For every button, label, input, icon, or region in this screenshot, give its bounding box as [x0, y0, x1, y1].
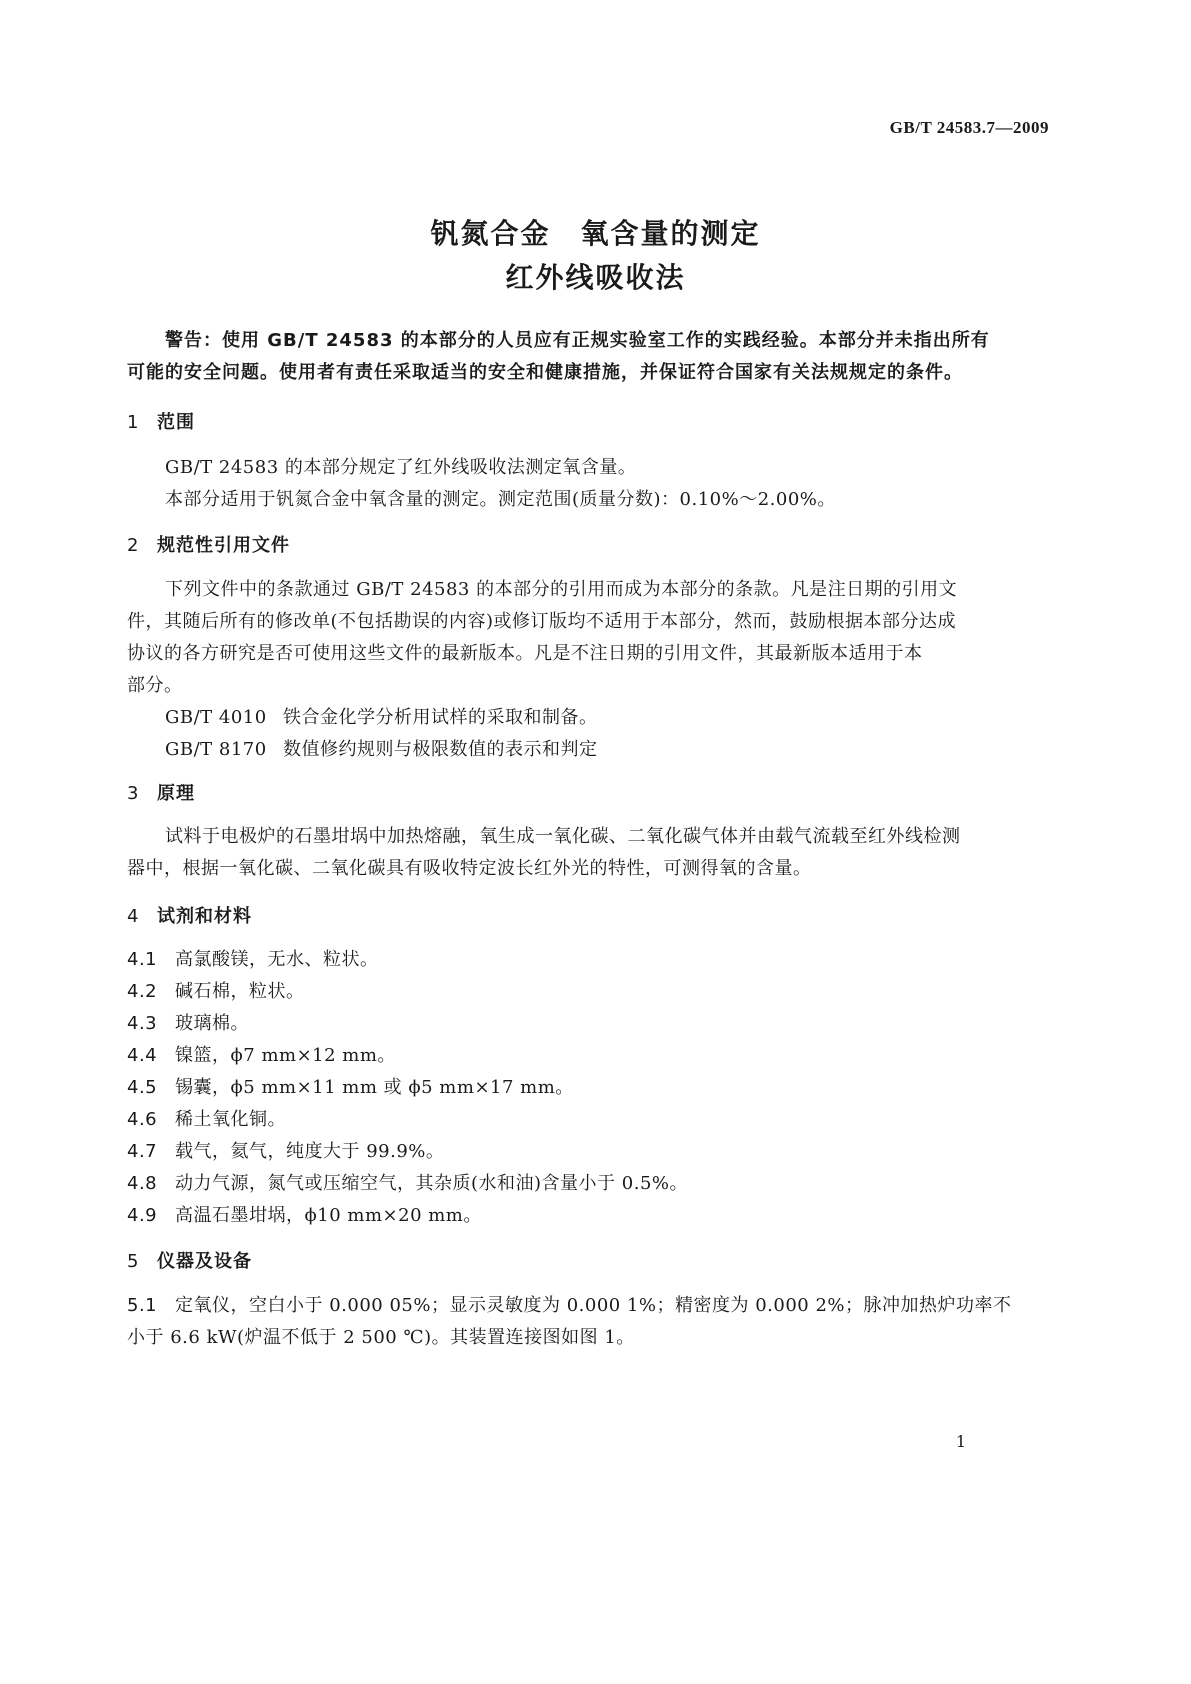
- warning-line: 警告：使用 GB/T 24583 的本部分的人员应有正规实验室工作的实践经验。本部分并未指出所有: [165, 330, 990, 351]
- item-number: 4.2: [127, 981, 158, 1002]
- item-text: 高氯酸镁，无水、粒状。: [175, 949, 379, 970]
- document-subtitle: 红外线吸收法: [505, 261, 686, 294]
- list-item: [127, 1291, 1012, 1317]
- item-text: 定氧仪，空白小于 0.000 05%；显示灵敏度为 0.000 1%；精密度为 0.000 2%；脉冲加热炉功率不: [175, 1295, 1012, 1316]
- item-text: 高温石墨坩埚，ϕ10 mm×20 mm。: [175, 1205, 482, 1226]
- section-title: 试剂和材料: [157, 906, 252, 927]
- item-number: 4.8: [127, 1173, 158, 1194]
- item-text: 动力气源，氮气或压缩空气，其杂质(水和油)含量小于 0.5%。: [175, 1173, 688, 1194]
- reference-item: [165, 735, 598, 761]
- document-title: 钒氮合金 氧含量的测定: [430, 217, 761, 250]
- item-text: 锡囊，ϕ5 mm×11 mm 或 ϕ5 mm×17 mm。: [175, 1077, 574, 1098]
- list-item: [127, 1073, 574, 1099]
- paragraph-line: 下列文件中的条款通过 GB/T 24583 的本部分的引用而成为本部分的条款。凡是注日期的引用文: [165, 579, 958, 600]
- item-number: 4.6: [127, 1109, 158, 1130]
- warning-line: 可能的安全问题。使用者有责任采取适当的安全和健康措施，并保证符合国家有关法规规定的条件。: [127, 362, 963, 383]
- standard-code: GB/T 24583.7—2009: [889, 118, 1049, 137]
- paragraph-line: 件，其随后所有的修改单(不包括勘误的内容)或修订版均不适用于本部分，然而，鼓励根据本部分达成: [127, 611, 957, 632]
- reference-title: 铁合金化学分析用试样的采取和制备。: [283, 707, 598, 728]
- list-item: [127, 1169, 688, 1195]
- paragraph-line: 小于 6.6 kW(炉温不低于 2 500 ℃)。其装置连接图如图 1。: [127, 1327, 635, 1348]
- item-number: 4.5: [127, 1077, 158, 1098]
- item-number: 4.1: [127, 949, 158, 970]
- list-item: [127, 945, 379, 971]
- section-title: 范围: [157, 412, 195, 433]
- list-item: [127, 1201, 482, 1227]
- reference-title: 数值修约规则与极限数值的表示和判定: [283, 739, 598, 760]
- paragraph: GB/T 24583 的本部分规定了红外线吸收法测定氧含量。: [165, 457, 637, 478]
- item-number: 4.9: [127, 1205, 158, 1226]
- item-number: 4.3: [127, 1013, 158, 1034]
- item-text: 镍篮，ϕ7 mm×12 mm。: [175, 1045, 396, 1066]
- item-text: 稀土氧化铜。: [175, 1109, 286, 1130]
- section-number: 4: [127, 906, 140, 927]
- section-heading: [127, 408, 195, 434]
- section-heading: [127, 902, 252, 928]
- list-item: [127, 1105, 286, 1131]
- section-heading: [127, 779, 195, 805]
- section-title: 规范性引用文件: [157, 535, 290, 556]
- section-heading: [127, 531, 290, 557]
- item-number: 5.1: [127, 1295, 158, 1316]
- reference-code: GB/T 8170: [165, 739, 267, 760]
- paragraph-line: 协议的各方研究是否可使用这些文件的最新版本。凡是不注日期的引用文件，其最新版本适用于本: [127, 643, 923, 664]
- section-number: 1: [127, 412, 140, 433]
- item-text: 碱石棉，粒状。: [175, 981, 305, 1002]
- section-title: 仪器及设备: [157, 1251, 252, 1272]
- paragraph-line: 部分。: [127, 675, 183, 696]
- item-text: 玻璃棉。: [175, 1013, 249, 1034]
- list-item: [127, 1137, 444, 1163]
- paragraph-line: 器中，根据一氧化碳、二氧化碳具有吸收特定波长红外光的特性，可测得氧的含量。: [127, 858, 812, 879]
- paragraph-line: 试料于电极炉的石墨坩埚中加热熔融，氧生成一氧化碳、二氧化碳气体并由载气流载至红外线检测: [165, 826, 961, 847]
- section-number: 2: [127, 535, 140, 556]
- page-number: 1: [955, 1432, 966, 1451]
- list-item: [127, 1041, 396, 1067]
- list-item: [127, 977, 305, 1003]
- safety-warning: [127, 325, 1057, 389]
- item-number: 4.7: [127, 1141, 158, 1162]
- section-number: 5: [127, 1251, 140, 1272]
- section-title: 原理: [157, 783, 195, 804]
- item-number: 4.4: [127, 1045, 158, 1066]
- section-number: 3: [127, 783, 140, 804]
- section-heading: [127, 1247, 252, 1273]
- item-text: 载气，氦气，纯度大于 99.9%。: [175, 1141, 445, 1162]
- reference-item: [165, 703, 598, 729]
- list-item: [127, 1009, 249, 1035]
- paragraph: 本部分适用于钒氮合金中氧含量的测定。测定范围(质量分数)：0.10%～2.00%。: [165, 489, 836, 510]
- reference-code: GB/T 4010: [165, 707, 267, 728]
